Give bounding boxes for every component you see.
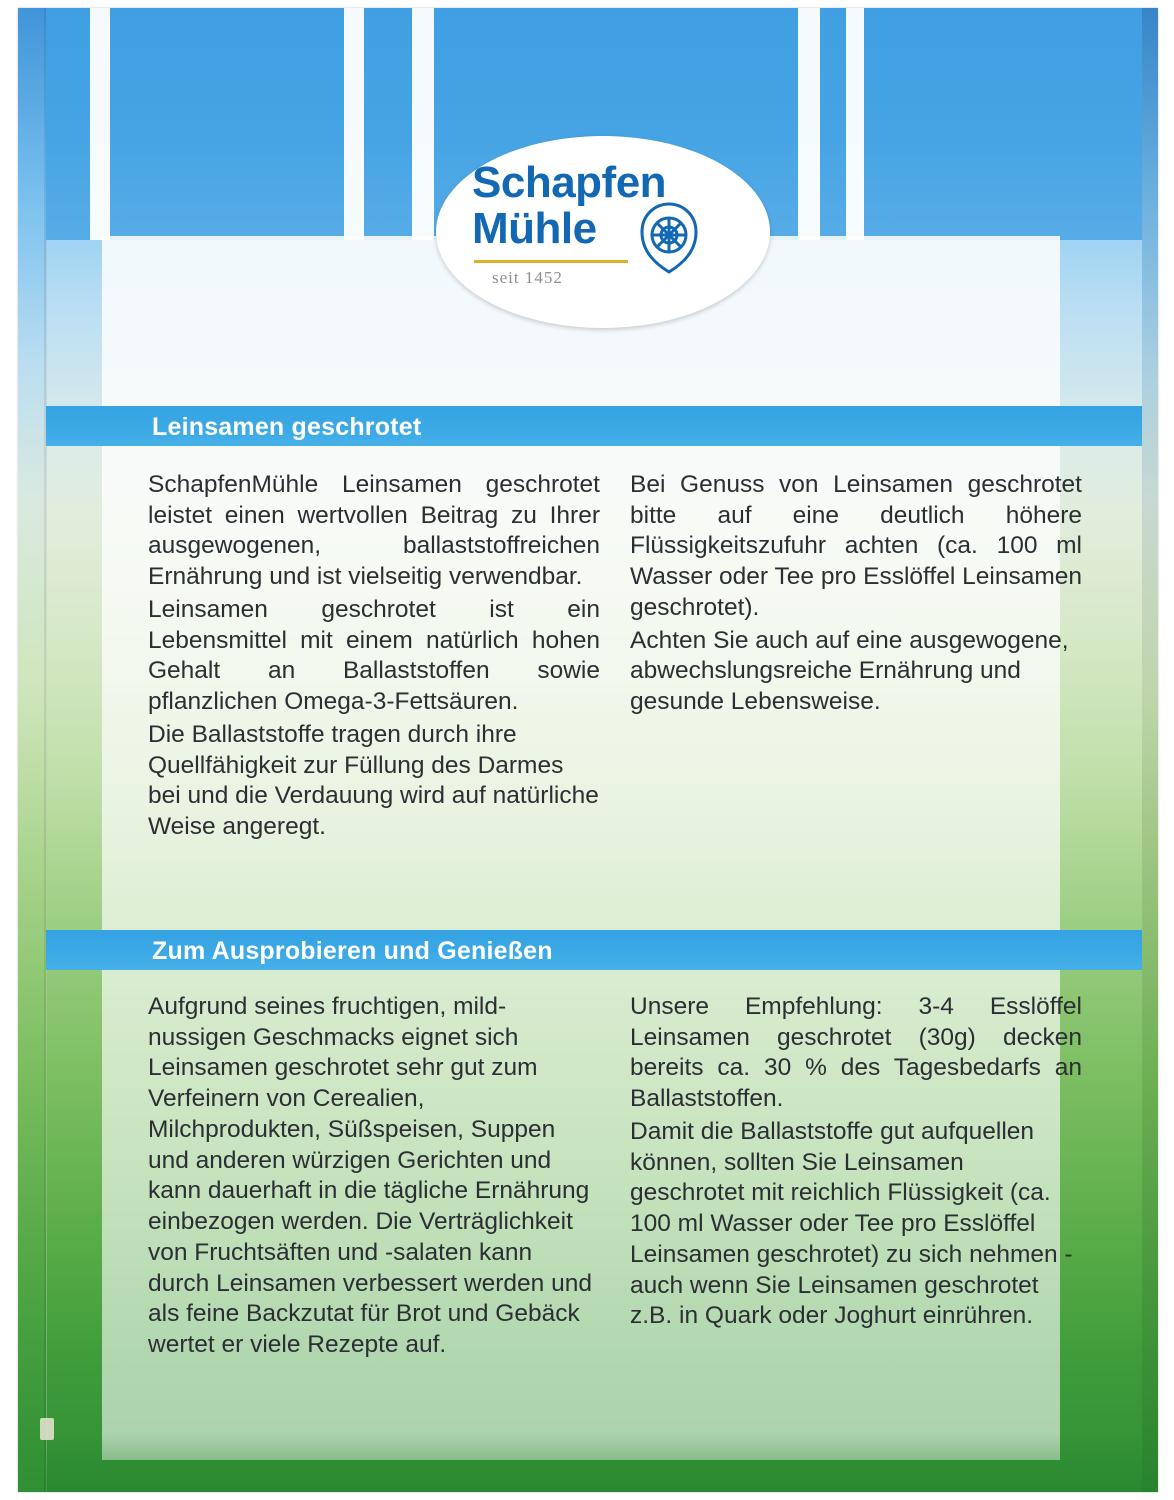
brand-since-text: seit 1452	[492, 268, 563, 287]
section-header-usage-tips	[46, 930, 1142, 970]
section-1-column-left	[148, 470, 600, 843]
carton-back-panel	[18, 8, 1158, 1492]
section-header-product-info	[46, 406, 1142, 446]
brand-logo-text	[472, 160, 666, 252]
band-stripe	[412, 8, 434, 240]
section-title: Leinsamen geschrotet	[152, 413, 422, 441]
brand-name-line-1: Schapfen	[472, 158, 667, 207]
paragraph: Leinsamen geschrotet ist ein Lebensmittel mit einem natürlich hohen Gehalt an Ballaststoffen sowie pflanzlichen Omega-3-Fettsäuren.	[148, 595, 600, 716]
carton-edge-nick	[40, 1418, 54, 1440]
section-2-column-left	[148, 992, 600, 1361]
carton-left-fold	[18, 8, 47, 1492]
paragraph: Aufgrund seines fruchtigen, mild-nussigen Geschmacks eignet sich Leinsamen geschrotet sehr gut zum Verfeinern von Cerealien, Milchprodukten, Süßspeisen, Suppen und anderen würzigen Gerichten und kann dauerhaft in die tägliche Ernährung einbezogen werden. Die Verträglichkeit von Fruchtsäften und -salaten kann durch Leinsamen verbessert werden und als feine Backzutat für Brot und Gebäck wertet er viele Rezepte auf.	[148, 993, 592, 1359]
section-2-column-right	[630, 992, 1082, 1332]
brand-name-line-2: Mühle	[472, 204, 597, 254]
section-title: Zum Ausprobieren und Genießen	[152, 937, 553, 965]
brand-logo	[436, 136, 770, 328]
carton-bottom-shadow	[46, 1434, 1142, 1492]
paragraph: Achten Sie auch auf eine ausgewogene, abwechslungsreiche Ernährung und gesunde Lebensweise.	[630, 626, 1069, 716]
paragraph: Die Ballaststoffe tragen durch ihre Quellfähigkeit zur Füllung des Darmes bei und die Verdauung wird auf natürliche Weise angeregt.	[148, 720, 599, 841]
heraldic-wheel-emblem-icon	[638, 202, 700, 274]
carton-right-fold	[1142, 8, 1158, 1492]
paragraph: Bei Genuss von Leinsamen geschrotet bitte auf eine deutlich höhere Flüssigkeitszufuhr achten (ca. 100 ml Wasser oder Tee pro Esslöffel Leinsamen geschrotet).	[630, 471, 1082, 621]
band-stripe	[90, 8, 110, 240]
paragraph: Unsere Empfehlung: 3-4 Esslöffel Leinsamen geschrotet (30g) decken bereits ca. 30 % des Tagesbedarfs an Ballaststoffen.	[630, 993, 1082, 1113]
section-1-column-right	[630, 470, 1082, 718]
band-stripe	[846, 8, 864, 240]
band-stripe	[798, 8, 820, 240]
paragraph: Damit die Ballaststoffe gut aufquellen können, sollten Sie Leinsamen geschrotet mit reichlich Flüssigkeit (ca. 100 ml Wasser oder Tee pro Esslöffel Leinsamen geschrotet) zu sich nehmen - auch wenn Sie Leinsamen geschrotet z.B. in Quark oder Joghurt einrühren.	[630, 1117, 1073, 1330]
paragraph: SchapfenMühle Leinsamen geschrotet leistet einen wertvollen Beitrag zu Ihrer ausgewogenen, ballaststoffreichen Ernährung und ist vielseitig verwendbar.	[148, 471, 600, 591]
band-stripe	[344, 8, 364, 240]
brand-gold-rule	[474, 260, 628, 263]
